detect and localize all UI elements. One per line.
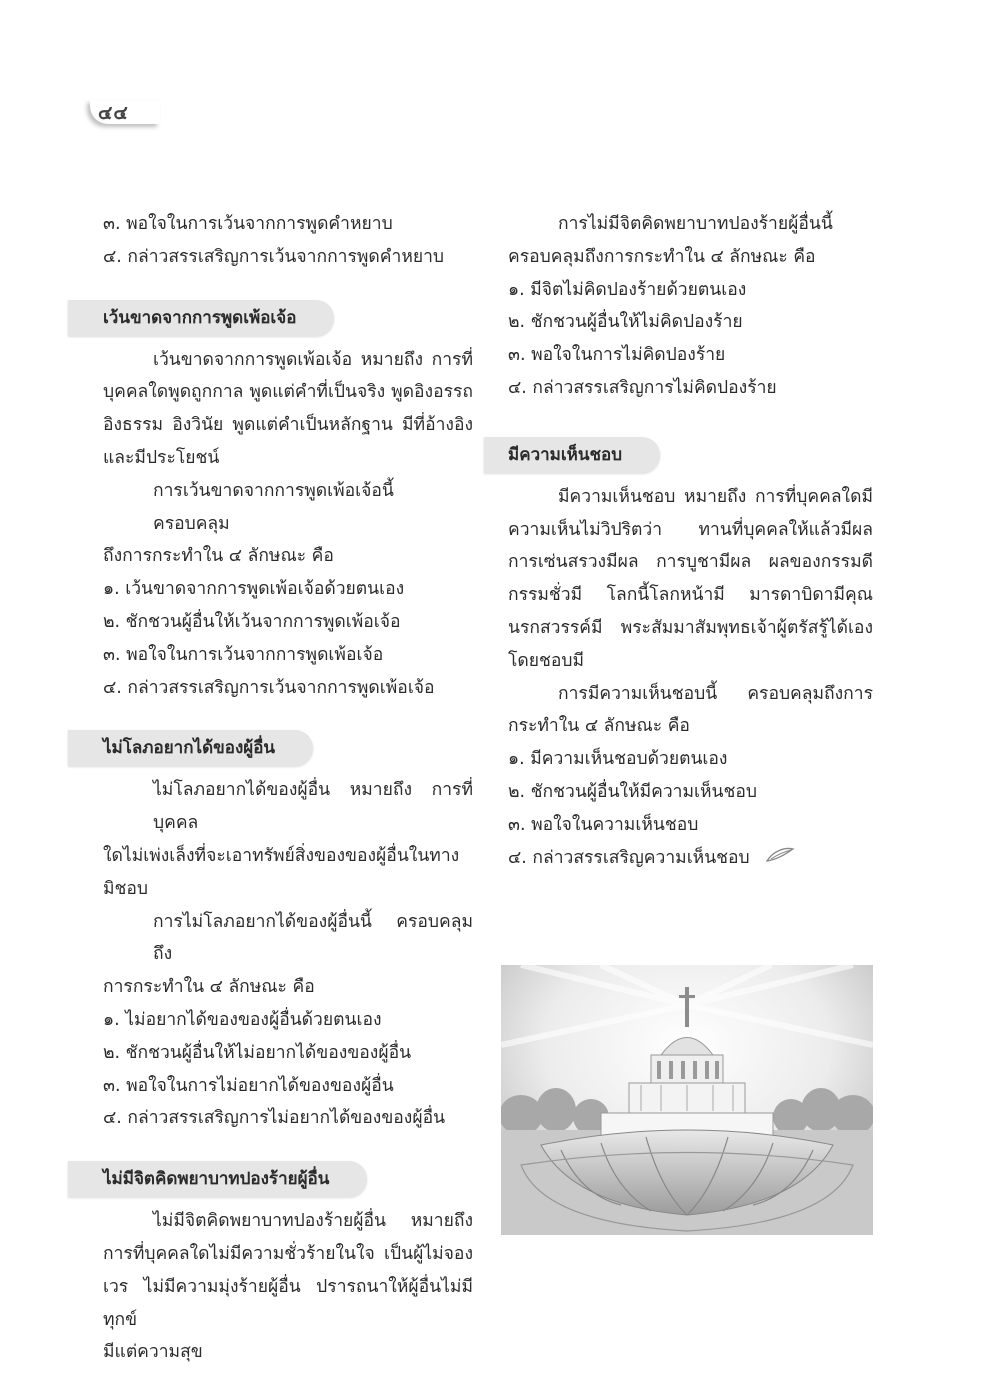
list-item: ๓. พอใจในการเว้นจากการพูดคำหยาบ <box>103 214 393 234</box>
page-number: ๔๔ <box>98 102 129 124</box>
section-heading: เว้นขาดจากการพูดเพ้อเจ้อ <box>68 300 334 336</box>
list-item: ๓. พอใจในการไม่คิดปองร้าย <box>508 345 726 366</box>
list-item: ๑. ไม่อยากได้ของของผู้อื่นด้วยตนเอง <box>103 1009 382 1030</box>
list-item: ๒. ชักชวนผู้อื่นให้เว้นจากการพูดเพ้อเจ้อ <box>103 611 401 632</box>
paragraph-line: การที่บุคคลใดไม่มีความชั่วร้ายในใจ เป็นผู้ไม่จอง <box>103 1243 473 1264</box>
paragraph-line: และมีประโยชน์ <box>103 447 220 468</box>
leaf-end-icon <box>765 842 795 875</box>
paragraph-line: นรกสวรรค์มี พระสัมมาสัมพุทธเจ้าผู้ตรัสรู้ได้เอง <box>508 617 873 638</box>
paragraph-line: บุคคลใดพูดถูกกาล พูดแต่คำที่เป็นจริง พูดอิงอรรถ <box>103 382 473 403</box>
paragraph-line: การเซ่นสรวงมีผล การบูชามีผล ผลของกรรมดี <box>508 552 873 573</box>
paragraph-line: การกระทำใน ๔ ลักษณะ คือ <box>103 977 315 998</box>
section-heading: ไม่โลภอยากได้ของผู้อื่น <box>68 730 313 766</box>
list-item: ๔. กล่าวสรรเสริญการไม่คิดปองร้าย <box>508 377 777 398</box>
left-column <box>103 208 473 1369</box>
paragraph-line: ครอบคลุมถึงการกระทำใน ๔ ลักษณะ คือ <box>508 246 816 267</box>
section-heading: มีความเห็นชอบ <box>484 437 660 473</box>
paragraph-line: การเว้นขาดจากการพูดเพ้อเจ้อนี้ ครอบคลุม <box>153 480 394 534</box>
list-item: ๒. ชักชวนผู้อื่นให้มีความเห็นชอบ <box>508 781 758 802</box>
list-item: ๑. มีจิตไม่คิดปองร้ายด้วยตนเอง <box>508 279 747 300</box>
paragraph-line: ถึงการกระทำใน ๔ ลักษณะ คือ <box>103 546 334 567</box>
paragraph-line: เว้นขาดจากการพูดเพ้อเจ้อ หมายถึง การที่ <box>153 349 473 370</box>
paragraph-line: การมีความเห็นชอบนี้ ครอบคลุมถึงการ <box>558 683 873 704</box>
paragraph-line: ความเห็นไม่วิปริตว่า ทานที่บุคคลให้แล้วมีผล <box>508 519 873 540</box>
paragraph-line: เวร ไม่มีความมุ่งร้ายผู้อื่น ปรารถนาให้ผู้อื่นไม่มีทุกข์ <box>103 1276 473 1330</box>
paragraph-line: การไม่โลภอยากได้ของผู้อื่นนี้ ครอบคลุมถึง <box>153 911 473 965</box>
list-item-text: ๔. กล่าวสรรเสริญความเห็นชอบ <box>508 847 750 868</box>
list-item: ๒. ชักชวนผู้อื่นให้ไม่คิดปองร้าย <box>508 312 743 333</box>
list-item: ๑. มีความเห็นชอบด้วยตนเอง <box>508 749 728 770</box>
paragraph-line: กรรมชั่วมี โลกนี้โลกหน้ามี มารดาบิดามีคุณ <box>508 585 873 606</box>
right-column <box>508 208 873 874</box>
paragraph-line: ใดไม่เพ่งเล็งที่จะเอาทรัพย์สิ่งของของผู้อื่นในทาง <box>103 845 460 866</box>
paragraph-line: ไม่มีจิตคิดพยาบาทปองร้ายผู้อื่น หมายถึง <box>153 1211 473 1232</box>
list-item: ๓. พอใจในการเว้นจากการพูดเพ้อเจ้อ <box>103 644 384 665</box>
list-item <box>508 842 873 875</box>
pagoda-illustration <box>501 965 873 1235</box>
list-item: ๓. พอใจในความเห็นชอบ <box>508 814 699 835</box>
paragraph-line: มิชอบ <box>103 878 149 899</box>
paragraph-line: กระทำใน ๔ ลักษณะ คือ <box>508 716 690 737</box>
list-item: ๔. กล่าวสรรเสริญการเว้นจากการพูดคำหยาบ <box>103 246 445 267</box>
paragraph-line: โดยชอบมี <box>508 650 585 671</box>
list-item: ๑. เว้นขาดจากการพูดเพ้อเจ้อด้วยตนเอง <box>103 579 405 600</box>
list-item: ๔. กล่าวสรรเสริญการเว้นจากการพูดเพ้อเจ้อ <box>103 677 435 698</box>
section-heading: ไม่มีจิตคิดพยาบาทปองร้ายผู้อื่น <box>68 1161 367 1197</box>
paragraph-line: มีแต่ความสุข <box>103 1342 203 1363</box>
list-item: ๓. พอใจในการไม่อยากได้ของของผู้อื่น <box>103 1075 394 1096</box>
list-item: ๔. กล่าวสรรเสริญการไม่อยากได้ของของผู้อื่น <box>103 1108 446 1129</box>
list-item: ๒. ชักชวนผู้อื่นให้ไม่อยากได้ของของผู้อื่น <box>103 1042 412 1063</box>
paragraph-line: ไม่โลภอยากได้ของผู้อื่น หมายถึง การที่บุคคล <box>153 780 473 834</box>
paragraph-line: มีความเห็นชอบ หมายถึง การที่บุคคลใดมี <box>558 486 873 507</box>
paragraph-line: การไม่มีจิตคิดพยาบาทปองร้ายผู้อื่นนี้ <box>558 214 833 234</box>
paragraph-line: อิงธรรม อิงวินัย พูดแต่คำเป็นหลักฐาน มีที่อ้างอิง <box>103 415 473 436</box>
